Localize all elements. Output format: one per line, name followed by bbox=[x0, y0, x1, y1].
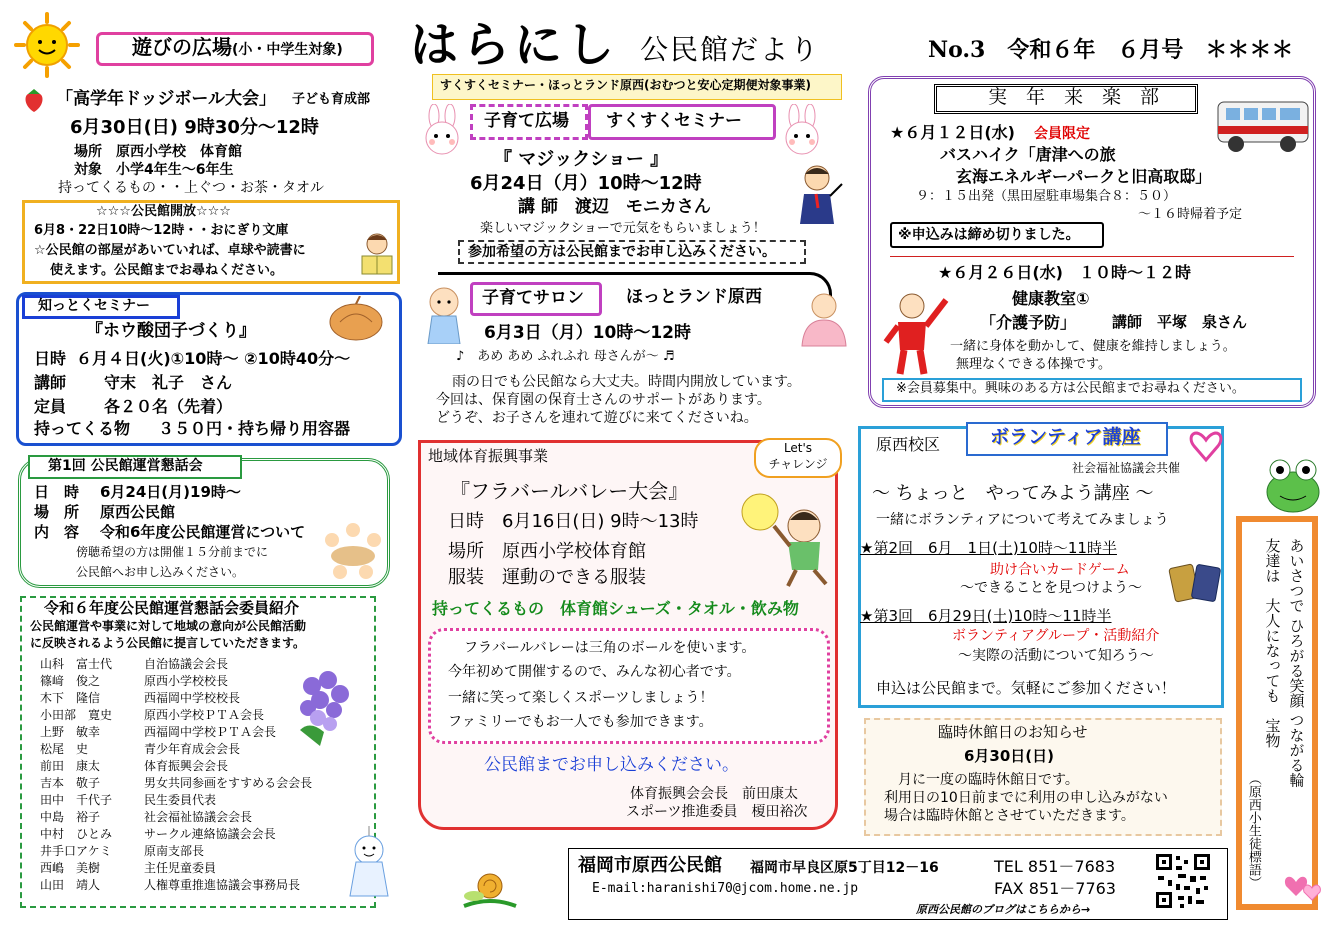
jitsunen-e2-note1: 一緒に身体を動かして、健康を維持しましょう。 bbox=[950, 339, 1236, 354]
magic-apply: 参加希望の方は公民館までお申し込みください。 bbox=[468, 244, 776, 260]
member-role: 原南支部長 bbox=[144, 844, 205, 858]
open-line1: 6月8・22日10時～12時・・おにぎり文庫 bbox=[34, 223, 289, 238]
salon-song: ♪ あめ あめ ふれふれ 母さんが～ ♬ bbox=[456, 349, 675, 364]
jitsunen-e1-members: 会員限定 bbox=[1034, 126, 1090, 142]
sun-icon bbox=[14, 12, 80, 78]
volunteer-s2-sub: ～できることを見つけよう～ bbox=[960, 580, 1142, 596]
sukusuku-tag1: 子育て広場 bbox=[484, 111, 569, 131]
slogan-credit: （原西小生徒標語） bbox=[1245, 772, 1261, 889]
hydrangea-icon bbox=[290, 660, 358, 750]
jitsunen-e2-title: 健康教室① bbox=[1012, 289, 1090, 308]
volley-desc-3: ファミリーでもお一人でも参加できます。 bbox=[448, 714, 713, 730]
jitsunen-e2-note2: 無理なくできる体操です。 bbox=[956, 357, 1111, 372]
member-role: 原西小学校ＰＴＡ会長 bbox=[144, 708, 265, 722]
member-role: 原西小学校校長 bbox=[144, 674, 229, 688]
slogan-col2: 友達は 大人になっても 宝物 bbox=[1263, 538, 1282, 748]
volley-title: 『フラバールバレー大会』 bbox=[450, 479, 689, 503]
onion-icon bbox=[326, 296, 386, 342]
jitsunen-e2-lecturer: 講師 平塚 泉さん bbox=[1112, 313, 1248, 331]
member-role: 青少年育成会会長 bbox=[144, 742, 241, 756]
jitsunen-e1-line1: バスハイク「唐津への旅 bbox=[940, 145, 1116, 164]
rabbit-icon-right bbox=[780, 104, 824, 158]
member-name: 小田部 寛史 bbox=[40, 708, 113, 722]
member-name: 田中 千代子 bbox=[40, 793, 113, 807]
member-role: 男女共同参画をすすめる会会長 bbox=[144, 776, 313, 790]
title-small: 公民館だより bbox=[640, 33, 821, 66]
magic-tagline: 楽しいマジックショーで元気をもらいましょう！ bbox=[480, 221, 766, 236]
member-role: 社会福祉協議会会長 bbox=[144, 810, 253, 824]
volley-bring: 持ってくるもの 体育館シューズ・タオル・飲み物 bbox=[432, 599, 799, 618]
meeting-label-0: 日 時 bbox=[34, 483, 80, 501]
jitsunen-e2-date: ★６月２６日(水) １０時～１２時 bbox=[938, 263, 1191, 282]
magic-show-title: 『 マジックショー 』 bbox=[494, 149, 669, 170]
volunteer-school: 原西校区 bbox=[876, 435, 941, 454]
open-title: ☆☆☆公民館開放☆☆☆ bbox=[96, 204, 231, 219]
member-name: 山田 靖人 bbox=[40, 878, 101, 892]
baby-icon-right bbox=[796, 290, 852, 350]
volunteer-title: ～ ちょっと やってみよう講座 ～ bbox=[872, 483, 1154, 504]
jitsunen-e1-line4: ～１６時帰着予定 bbox=[1138, 207, 1243, 222]
volunteer-tag: ボランティア講座 bbox=[990, 426, 1141, 448]
member-name: 篠﨑 俊之 bbox=[40, 674, 101, 688]
chitoku-label-0: 日時 bbox=[34, 349, 67, 368]
chitoku-label-2: 定員 bbox=[34, 397, 67, 416]
meeting-note1: 傍聴希望の方は開催１５分前までに bbox=[76, 545, 269, 559]
closure-date: 6月30日(日) bbox=[964, 747, 1055, 765]
footer-address: 福岡市早良区原5丁目12－16 bbox=[750, 860, 939, 876]
member-role: サークル連絡協議会会長 bbox=[144, 827, 276, 841]
member-role: 人権尊重推進協議会事務局長 bbox=[144, 878, 301, 892]
dodge-datetime: 6月30日(日) 9時30分～12時 bbox=[70, 117, 319, 138]
meeting-value-1: 原西公民館 bbox=[100, 503, 176, 521]
meeting-title: 第1回 公民館運営懇話会 bbox=[48, 458, 203, 474]
volley-desc-0: フラバールバレーは三角のボールを使います。 bbox=[464, 640, 756, 656]
jitsunen-e1-date: ★６月１２日(水) bbox=[890, 123, 1015, 142]
dodge-title: 「高学年ドッジボール大会」 bbox=[56, 89, 276, 109]
member-role: 体育振興会会長 bbox=[144, 759, 229, 773]
chitoku-label-1: 講師 bbox=[34, 373, 67, 392]
snail-icon bbox=[460, 866, 520, 910]
volley-datetime: 日時 6月16日(日) 9時～13時 bbox=[448, 511, 699, 532]
volunteer-apply: 申込は公民館まで。気軽にご参加ください！ bbox=[876, 679, 1176, 697]
meeting-note2: 公民館へお申し込みください。 bbox=[76, 565, 245, 579]
meeting-people-icon bbox=[318, 518, 388, 580]
issue-number: No.3 令和６年 ６月号 ＊＊＊＊ bbox=[928, 37, 1294, 63]
member-role: 主任児童委員 bbox=[144, 861, 217, 875]
slogan-col1: あいさつで ひろがる笑顔 つながる輪 bbox=[1287, 538, 1306, 788]
chitoku-title: 『ホウ酸団子づくり』 bbox=[86, 321, 256, 341]
jitsunen-e1-line3: ９：１５出発（黒田屋駐車場集合８：５０） bbox=[916, 189, 1177, 204]
volunteer-sub: 一緒にボランティアについて考えてみましょう bbox=[876, 512, 1169, 528]
magic-lecturer: 講 師 渡辺 モニカさん bbox=[518, 197, 711, 217]
dodge-bring: 持ってくるもの・・上ぐつ・お茶・タオル bbox=[58, 180, 324, 196]
rabbit-icon-left bbox=[420, 104, 464, 158]
member-name: 前田 康太 bbox=[40, 759, 101, 773]
reading-child-icon bbox=[358, 230, 396, 278]
member-name: 中村 ひとみ bbox=[40, 827, 113, 841]
member-name: 中島 裕子 bbox=[40, 810, 101, 824]
member-role: 自治協議会会長 bbox=[144, 657, 229, 671]
closure-line1: 月に一度の臨時休館日です。 bbox=[898, 772, 1079, 788]
closure-title: 臨時休館日のお知らせ bbox=[938, 723, 1088, 741]
qr-code-icon[interactable] bbox=[1154, 852, 1212, 910]
footer-fax: FAX 851－7763 bbox=[994, 879, 1116, 898]
salon-line1: 雨の日でも公民館なら大丈夫。時間内開放しています。 bbox=[452, 374, 801, 390]
volunteer-s2-title: 助け合いカードゲーム bbox=[990, 562, 1130, 578]
member-name: 松尾 史 bbox=[40, 742, 89, 756]
members-title: 令和６年度公民館運営懇話会委員紹介 bbox=[44, 599, 300, 617]
small-hearts-icon bbox=[1280, 866, 1326, 910]
jitsunen-e2-sub: 「介護予防」 bbox=[980, 313, 1077, 332]
meeting-label-1: 場 所 bbox=[34, 503, 80, 521]
salon-tag2: ほっとランド原西 bbox=[626, 287, 762, 307]
member-role: 西福岡中学校ＰＴＡ会長 bbox=[144, 725, 277, 739]
strawberry-icon bbox=[20, 86, 48, 114]
volunteer-s3-date: ★第3回 6月29日(土)10時～11時半 bbox=[860, 607, 1112, 625]
salon-line2: 今回は、保育園の保育士さんのサポートがあります。 bbox=[436, 392, 771, 408]
volley-place: 場所 原西小学校体育館 bbox=[448, 541, 646, 562]
sukusuku-tag2: すくすくセミナー bbox=[606, 111, 742, 131]
challenge-bubble-text: Let's チャレンジ bbox=[768, 441, 828, 472]
member-name: 木下 隆信 bbox=[40, 691, 101, 705]
volley-sign2: スポーツ推進委員 榎田裕次 bbox=[626, 804, 808, 820]
jitsunen-recruit: ※会員募集中。興味のある方は公民館までお尋ねください。 bbox=[896, 381, 1245, 396]
volleyball-kid-icon bbox=[740, 486, 836, 590]
volley-desc-2: 一緒に笑って楽しくスポーツしましょう！ bbox=[448, 690, 714, 706]
open-line2: ☆公民館の部屋があいていれば、卓球や読書に bbox=[34, 243, 306, 258]
chitoku-label-3: 持ってくる物 bbox=[34, 419, 131, 438]
member-role: 西福岡中学校校長 bbox=[144, 691, 241, 705]
volley-clothes: 服装 運動のできる服装 bbox=[448, 567, 646, 588]
chitoku-value-3: ３５０円・持ち帰り用容器 bbox=[158, 419, 351, 438]
magician-icon bbox=[790, 160, 844, 224]
closure-line2: 利用日の10日前までに利用の申し込みがない bbox=[884, 790, 1168, 806]
title-big: はらにし bbox=[410, 17, 619, 73]
members-intro2: に反映されるよう公民館に提言していただきます。 bbox=[30, 636, 306, 650]
member-name: 西嶋 美樹 bbox=[40, 861, 101, 875]
open-line3: 使えます。公民館までお尋ねください。 bbox=[50, 263, 283, 278]
footer-name: 福岡市原西公民館 bbox=[578, 855, 722, 876]
volunteer-s3-title: ボランティアグループ・活動紹介 bbox=[952, 628, 1160, 644]
teru-teru-bozu-icon bbox=[346, 826, 392, 904]
chitoku-value-0: ６月４日(火)①10時～ ②10時40分～ bbox=[76, 349, 351, 368]
dodge-place: 場所 原西小学校 体育館 bbox=[74, 144, 242, 160]
volunteer-s3-sub: ～実際の活動について知ろう～ bbox=[958, 648, 1154, 664]
member-role: 民生委員代表 bbox=[144, 793, 217, 807]
footer-email[interactable]: E-mail:haranishi70@jcom.home.ne.jp bbox=[592, 881, 859, 896]
dodge-target: 対象 小学4年生～6年生 bbox=[74, 162, 234, 178]
meeting-label-2: 内 容 bbox=[34, 523, 80, 541]
jitsunen-title: 実 年 来 楽 部 bbox=[988, 86, 1160, 108]
members-intro1: 公民館運営や事業に対して地域の意向が公民館活動 bbox=[30, 619, 307, 633]
member-name: 上野 敏幸 bbox=[40, 725, 101, 739]
exercise-elder-icon bbox=[882, 286, 956, 376]
footer-tel: TEL 851－7683 bbox=[994, 857, 1116, 876]
jitsunen-closed: ※申込みは締め切りました。 bbox=[898, 227, 1080, 243]
jitsunen-e1-line2: 玄海エネルギーパークと旧高取邸」 bbox=[956, 167, 1212, 186]
salon-datetime: 6月3日（月）10時～12時 bbox=[484, 323, 691, 343]
volley-org: 地域体育振興事業 bbox=[428, 447, 549, 465]
volley-sign1: 体育振興会会長 前田康太 bbox=[630, 786, 798, 802]
salon-tag1: 子育てサロン bbox=[482, 288, 584, 308]
chitoku-value-2: 各２０名（先着） bbox=[104, 397, 233, 416]
chitoku-value-1: 守末 礼子 さん bbox=[104, 373, 233, 392]
play-tag-sub: (小・中学生対象) bbox=[232, 42, 343, 58]
sukusuku-banner-text: すくすくセミナー・ほっとランド原西(おむつと安心定期便対象事業) bbox=[440, 78, 811, 92]
member-name: 吉本 敬子 bbox=[40, 776, 101, 790]
chitoku-tag-label: 知っとくセミナー bbox=[38, 298, 150, 314]
volunteer-s2-date: ★第2回 6月 1日(土)10時～11時半 bbox=[860, 539, 1117, 557]
closure-line3: 場合は臨時休館とさせていただきます。 bbox=[884, 808, 1135, 824]
salon-line3: どうぞ、お子さんを連れて遊びに来てくださいね。 bbox=[436, 410, 758, 426]
footer-blog[interactable]: 原西公民館のブログはこちらから→ bbox=[916, 903, 1091, 916]
frog-icon bbox=[1258, 448, 1328, 516]
meeting-value-2: 令和6年度公民館運営について bbox=[100, 523, 306, 541]
volunteer-cohost: 社会福祉協議会共催 bbox=[1072, 461, 1181, 475]
jitsunen-divider bbox=[890, 256, 1294, 257]
hearts-icon bbox=[1186, 420, 1226, 472]
volley-desc-1: 今年初めて開催するので、みんな初心者です。 bbox=[448, 664, 741, 680]
magic-datetime: 6月24日（月）10時～12時 bbox=[470, 173, 702, 194]
volley-apply: 公民館までお申し込みください。 bbox=[484, 755, 739, 775]
baby-icon-left bbox=[420, 284, 468, 344]
member-name: 井手口アケミ bbox=[40, 844, 112, 858]
member-name: 山科 富士代 bbox=[40, 657, 113, 671]
meeting-value-0: 6月24日(月)19時～ bbox=[100, 483, 241, 501]
dodge-org: 子ども育成部 bbox=[292, 92, 371, 107]
bus-icon bbox=[1216, 96, 1310, 156]
card-game-icon bbox=[1166, 560, 1224, 606]
play-tag-label: 遊びの広場 bbox=[132, 35, 232, 59]
